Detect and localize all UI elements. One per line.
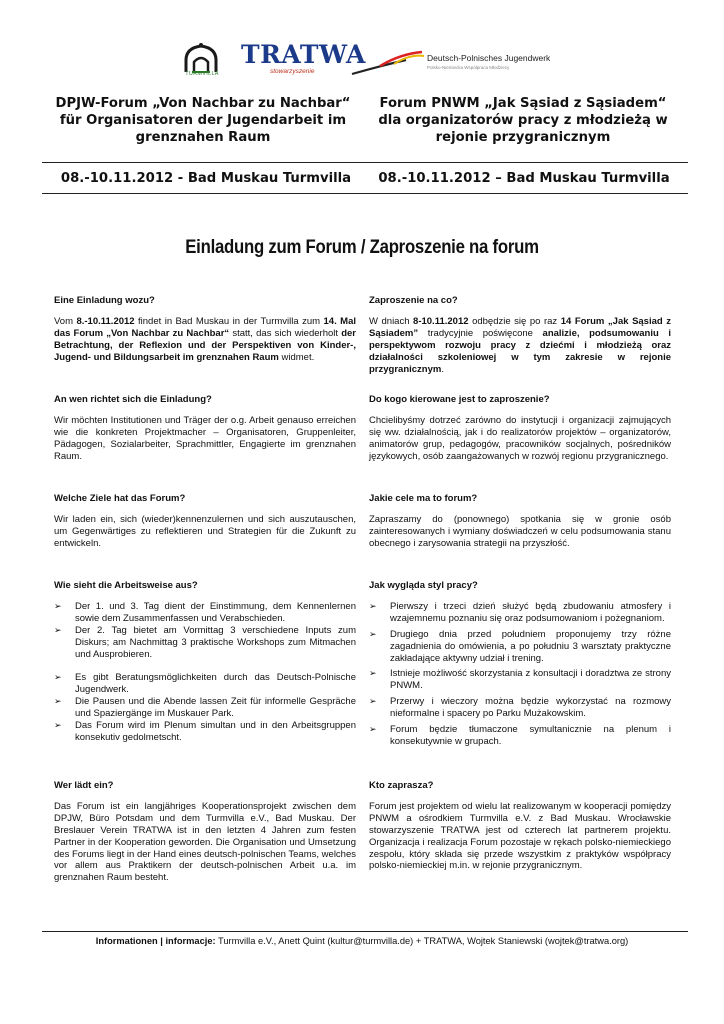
arrow-bullet-icon: ➢	[54, 600, 62, 611]
section-heading: Zaproszenie na co?	[369, 295, 458, 306]
section-text: Wir laden ein, sich (wieder)kennenzulernen und sich auszutauschen, um Gegenwärtiges zu reflektieren und Strategien für die Zukunft zu entwickeln.	[54, 513, 356, 549]
date-right: 08.-10.11.2012 – Bad Muskau Turmvilla	[378, 171, 670, 186]
header-left-title: DPJW-Forum „Von Nachbar zu Nachbar“	[55, 96, 351, 111]
section-text: W dniach 8-10.11.2012 odbędzie się po raz 14 Forum „Jak Sąsiad z Sąsiadem” tradycyjnie poświęcone analizie, podsumowaniu i perspektywom rozwoju pracy z dziećmi i młodzieżą oraz działalności szkoleniowej w tym zakresie w rejonie przygranicznym.	[369, 315, 672, 375]
section-hosts-de	[54, 780, 356, 884]
section-text: Wir möchten Institutionen und Träger der o.g. Arbeit genauso erreichen wie die konkreten Projektmacher – Organisatoren, Gruppenleiter, Pädagogen, Sozialarbeiter, Sprachmittler, Engagierte im grenznahen Raum.	[54, 414, 356, 462]
section-text: Forum jest projektem od wielu lat realizowanym w kooperacji pomiędzy PNWM a ośrodkiem Turmvilla e.V. z Bad Muskau. Wrocławskie stowarzyszenie TRATWA jest od czterech lat partnerem projektu. Organizacja i realizacja Forum pozostaje w rękach polsko-niemieckiego zespołu, który składa się przede wszystkim z praktyków współpracy polsko-niemieckiej m.in. w rejonie przygranicznym.	[369, 800, 671, 872]
header-right-subtitle: dla organizatorów pracy z młodzieżą w rejonie przygranicznym	[378, 113, 668, 145]
section-invitation-pl	[369, 295, 671, 375]
footer-text: Turmvilla e.V., Anett Quint (kultur@turmvilla.de) + TRATWA, Wojtek Staniewski (wojtek@tratwa.org)	[215, 936, 629, 946]
section-text: Chcielibyśmy dotrzeć zarówno do instytucji i organizacji zajmujących się ww. działalnością, jak i do realizatorów projektów – organizatorów, animatorów grup, pedagogów, pracowników socjalnych, pośredników językowych, osób zaangażowanych w rozwój regionu przygranicznego.	[369, 414, 671, 462]
bullet-list	[54, 601, 356, 744]
list-item: ➢ Przerwy i wieczory można będzie wykorzystać na rozmowy nieformalne i spacery po Parku Mużakowskim.	[369, 696, 671, 720]
arrow-bullet-icon: ➢	[369, 724, 377, 735]
section-heading: Eine Einladung wozu?	[54, 295, 155, 306]
footer-contact	[0, 936, 724, 946]
section-hosts-pl	[369, 780, 671, 872]
section-workstyle-de	[54, 580, 356, 744]
section-heading: Welche Ziele hat das Forum?	[54, 493, 186, 504]
footer-label: Informationen | informacje:	[95, 936, 216, 946]
divider	[42, 193, 688, 194]
arrow-bullet-icon: ➢	[54, 672, 62, 683]
dpjw-logo-sub: Polsko-Niemiecka Współpraca Młodzieży	[427, 65, 510, 70]
page-title: Einladung zum Forum / Zaproszenie na forum	[185, 236, 539, 258]
tratwa-logo: TRATWA	[241, 40, 366, 69]
divider	[42, 162, 688, 163]
section-text: Das Forum ist ein langjähriges Kooperationsprojekt zwischen dem DPJW, Büro Potsdam und dem Turmvilla e.V., Bad Muskau. Der Breslauer Verein TRATWA ist in den letzten 4 Jahren zum festen Partner in der Kooperation geworden. Die Organisation und Umsetzung des Forums liegt in der Hand eines deutsch-polnischen Teams, welches vor allem aus Praktikern der deutsch-polnischen Arbeit u.a. im grenznahen Raum besteht.	[54, 800, 356, 884]
section-audience-pl	[369, 394, 671, 463]
dpjw-logo	[350, 44, 434, 78]
list-item: ➢ Es gibt Beratungsmöglichkeiten durch das Deutsch-Polnische Jugendwerk.	[54, 672, 356, 696]
tratwa-logo-sub: stowarzyszenie	[270, 68, 315, 75]
section-heading: Kto zaprasza?	[369, 780, 434, 791]
arrow-bullet-icon: ➢	[54, 624, 62, 635]
arrow-bullet-icon: ➢	[369, 696, 377, 707]
turmvilla-logo-label: TURMVILLA	[185, 71, 219, 77]
arrow-bullet-icon: ➢	[369, 600, 377, 611]
logo-bar	[0, 40, 724, 84]
bullet-list	[369, 601, 671, 748]
section-text: Zapraszamy do (ponownego) spotkania się w gronie osób zainteresowanych i wymiany doświadczeń w celu podsumowania stanu obecnego i zarysowania strategii na przyszłość.	[369, 513, 671, 549]
arrow-bullet-icon: ➢	[369, 628, 377, 639]
list-item: ➢ Pierwszy i trzeci dzień służyć będą zbudowaniu atmosfery i wzajemnemu poznaniu się oraz podsumowaniom i pożegnaniom.	[369, 600, 671, 624]
section-heading: Wer lädt ein?	[54, 780, 114, 791]
divider	[42, 931, 688, 932]
section-heading: Jak wygląda styl pracy?	[369, 580, 478, 591]
list-item: ➢ Der 1. und 3. Tag dient der Einstimmung, dem Kennenlernen sowie dem Zusammenfassen und Verabschieden.	[54, 600, 356, 624]
list-item: ➢ Die Pausen und die Abende lassen Zeit für informelle Gespräche und Spaziergänge im Muskauer Park.	[54, 696, 356, 720]
list-item: ➢ Das Forum wird im Plenum simultan und in den Arbeitsgruppen konsekutiv gedolmetscht.	[54, 720, 356, 743]
date-left: 08.-10.11.2012 - Bad Muskau Turmvilla	[60, 171, 352, 186]
list-item: ➢ Forum będzie tłumaczone symultanicznie na plenum i konsekutywnie w grupach.	[369, 724, 671, 747]
header-left-subtitle: für Organisatoren der Jugendarbeit im grenznahen Raum	[59, 113, 347, 145]
section-audience-de	[54, 394, 356, 463]
section-heading: Do kogo kierowane jest to zaproszenie?	[369, 394, 550, 405]
dpjw-logo-label: Deutsch-Polnisches Jugendwerk	[427, 53, 551, 63]
section-goals-de	[54, 493, 356, 550]
header-right	[362, 95, 684, 146]
list-item: ➢ Der 2. Tag bietet am Vormittag 3 verschiedene Inputs zum Diskurs; am Nachmittag 3 praktische Workshops zum Mitmachen und Ausprobieren.	[54, 624, 356, 660]
section-heading: An wen richtet sich die Einladung?	[54, 394, 212, 405]
arrow-bullet-icon: ➢	[54, 720, 62, 731]
header-right-title: Forum PNWM „Jak Sąsiad z Sąsiadem“	[379, 96, 667, 111]
section-heading: Wie sieht die Arbeitsweise aus?	[54, 580, 198, 591]
section-heading: Jakie cele ma to forum?	[369, 493, 478, 504]
section-text: Vom 8.-10.11.2012 findet in Bad Muskau in der Turmvilla zum 14. Mal das Forum „Von Nachbar zu Nachbar“ statt, das sich wiederholt der Betrachtung, der Reflexion und der Perspektiven von Kinder-, Jugend- und Bildungsarbeit im grenznahen Raum widmet.	[54, 315, 356, 363]
header-left	[44, 95, 362, 146]
list-item: ➢ Istnieje możliwość skorzystania z konsultacji i doradztwa ze strony PNWM.	[369, 668, 671, 692]
arrow-bullet-icon: ➢	[369, 668, 377, 679]
section-invitation-de	[54, 295, 356, 364]
section-goals-pl	[369, 493, 671, 550]
list-item: ➢ Drugiego dnia przed południem proponujemy trzy różne zagadnienia do omówienia, a po południu 3 warsztaty praktyczne zakładające aktywny udział i trening.	[369, 628, 671, 664]
arrow-bullet-icon: ➢	[54, 696, 62, 707]
section-workstyle-pl	[369, 580, 671, 748]
